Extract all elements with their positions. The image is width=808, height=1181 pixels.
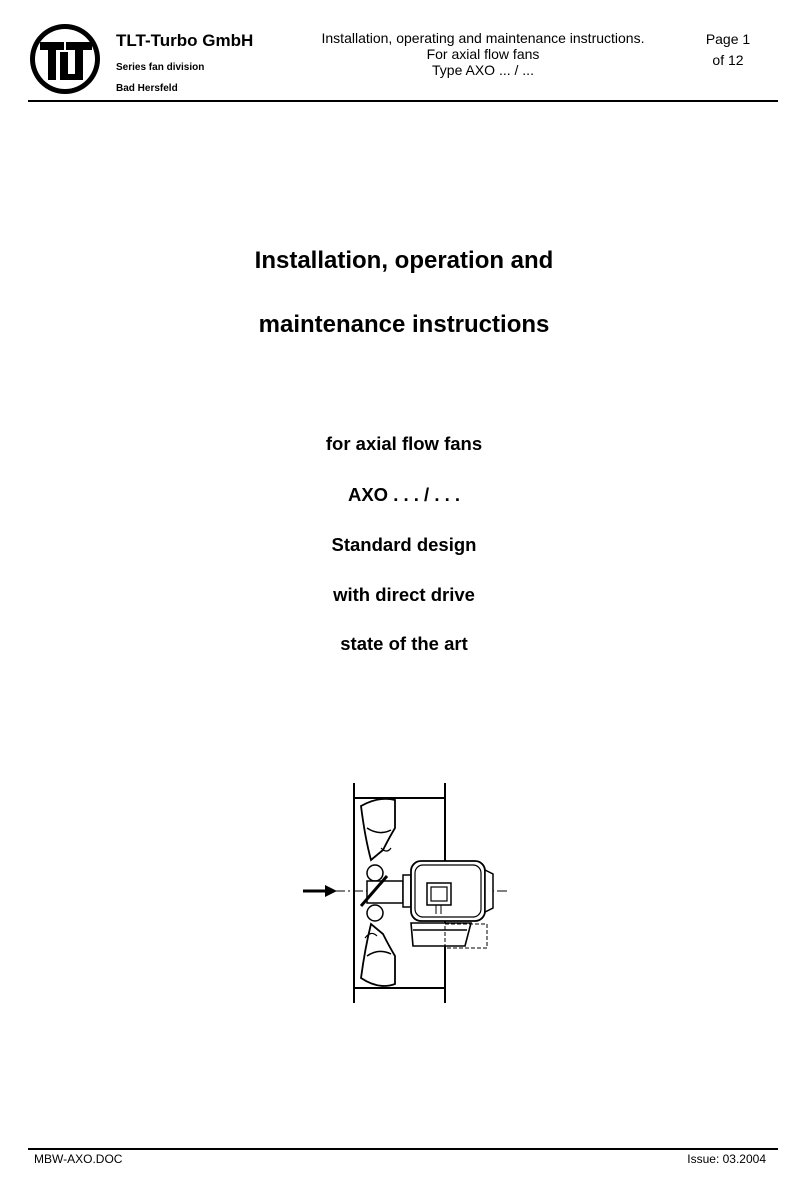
tlt-logo-icon: [28, 22, 102, 96]
main-title-line-1: Installation, operation and: [254, 247, 554, 274]
header-title-line: Installation, operating and maintenance instructions.: [321, 30, 645, 46]
header-divider: [28, 100, 778, 102]
footer-divider: [28, 1148, 778, 1150]
company-division: Series fan division: [116, 62, 205, 73]
company-name: TLT-Turbo GmbH: [116, 31, 254, 50]
subtitle-line: for axial flow fans: [325, 433, 483, 454]
page-total: of 12: [712, 52, 744, 68]
subtitle-line: with direct drive: [333, 584, 475, 605]
page-header: [28, 22, 778, 102]
header-title-line: For axial flow fans: [426, 46, 540, 62]
footer-issue-date: Issue: 03.2004: [687, 1152, 766, 1166]
axial-fan-diagram-icon: [295, 778, 515, 1008]
footer-document-name: MBW-AXO.DOC: [34, 1152, 123, 1166]
subtitle-line: Standard design: [331, 534, 477, 555]
main-title-line-2: maintenance instructions: [258, 311, 550, 338]
header-document-title: [303, 30, 663, 78]
company-block: [116, 30, 254, 94]
subtitle-line: state of the art: [340, 633, 468, 654]
page-number: Page 1: [705, 31, 751, 47]
subtitle-line: AXO . . . / . . .: [347, 484, 461, 505]
company-location: Bad Hersfeld: [116, 83, 178, 94]
header-title-line: Type AXO ... / ...: [432, 62, 534, 78]
page-number-block: [688, 30, 768, 69]
